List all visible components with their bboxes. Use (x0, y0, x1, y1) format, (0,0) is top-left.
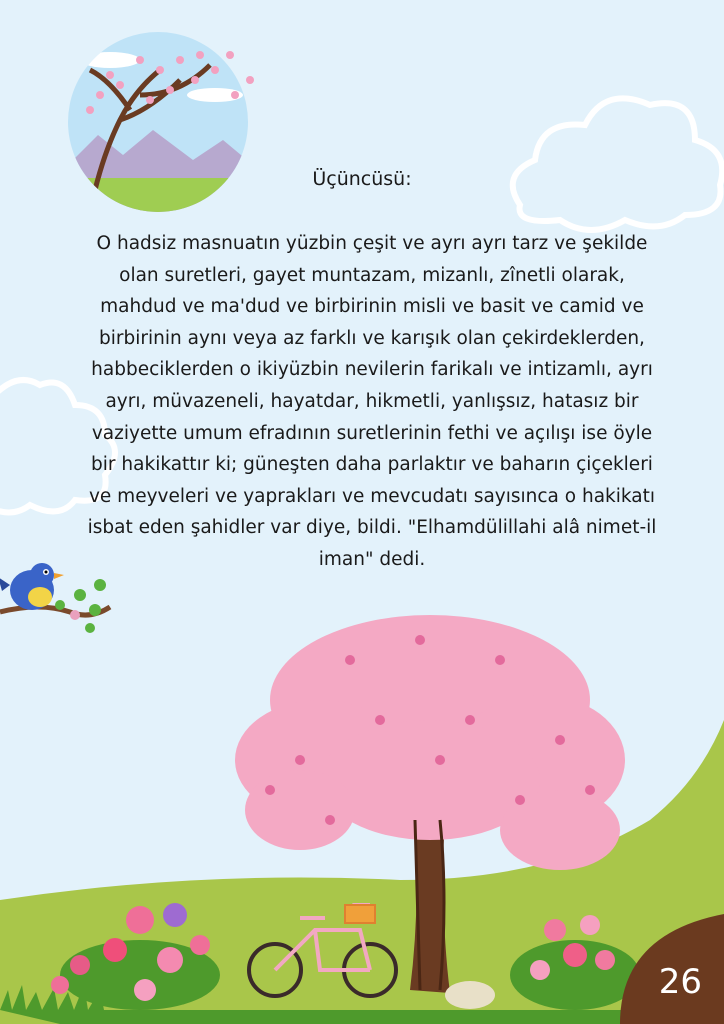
blossom-tree-circle-illustration (60, 32, 260, 225)
body-paragraph: O hadsiz masnuatın yüzbin çeşit ve ayrı ayrı tarz ve şekilde olan suretleri, gayet muntazam, mizanlı, zînetli olarak, mahdud ve ma'dud ve birbirinin misli ve basit ve camid ve birbirinin aynı veya az farklı ve karışık olan çekirdeklerden, habbeciklerden o ikiyüzbin nevilerin farikalı ve intizamlı, ayrı ayrı, müvazeneli, hayatdar, hikmetli, yanlışsız, hatasız bir vaziyette umum efradının suretlerinin fethi ve açılışı ise öyle bir hakikattır ki; güneşten daha parlaktır ve baharın çiçekleri ve meyveleri ve yaprakları ve mevcudatı sayısınca o hakikatı isbat eden şahidler var diye, bildi. "Elhamdülillahi alâ nimet-il iman" dedi. (87, 233, 657, 570)
page-number: 26 (658, 962, 702, 1002)
section-heading: Üçüncüsü: (312, 168, 412, 190)
cloud-icon (513, 98, 722, 230)
